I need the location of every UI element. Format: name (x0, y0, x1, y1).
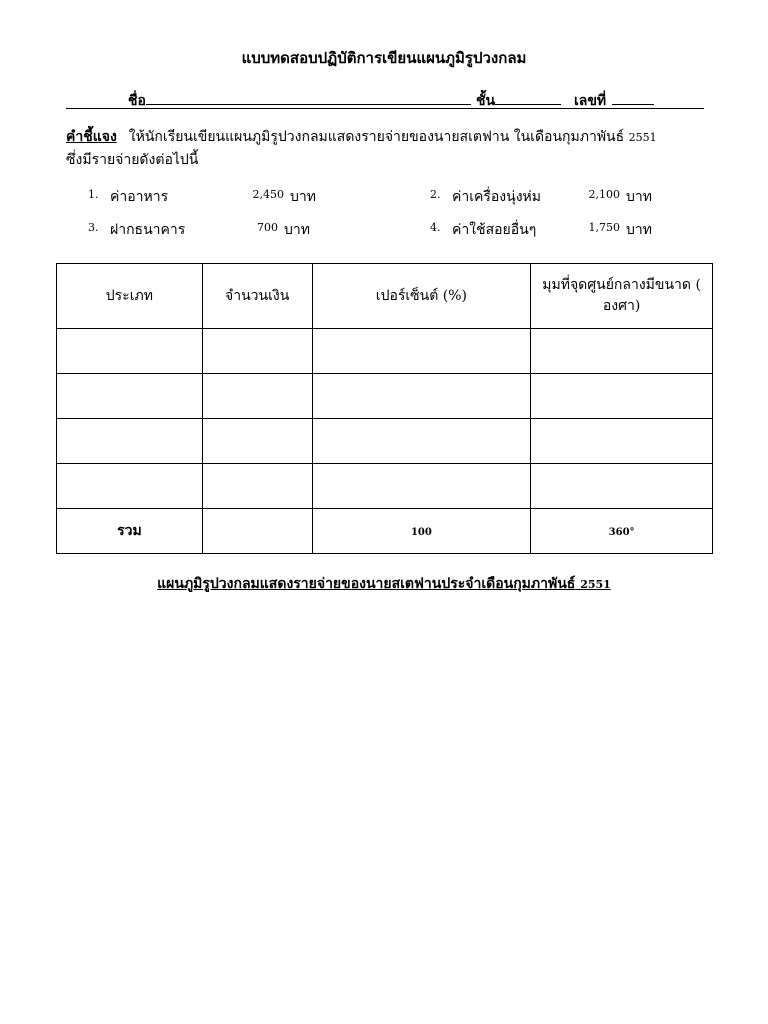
item-amount: 2,450 (252, 188, 284, 201)
table-cell[interactable] (312, 464, 531, 509)
caption-year: 2551 (580, 578, 611, 591)
total-amount[interactable] (202, 509, 312, 554)
table-cell[interactable] (202, 374, 312, 419)
instruction-block (66, 126, 716, 172)
item-name: ค่าอาหาร (110, 189, 169, 205)
expense-item (430, 219, 670, 239)
table-cell[interactable] (531, 329, 713, 374)
expense-table (56, 263, 713, 554)
name-field-group (128, 90, 146, 112)
table-cell[interactable] (531, 374, 713, 419)
header-percent: เปอร์เซ็นต์ (%) (312, 264, 531, 329)
item-number: 1. (88, 188, 99, 201)
total-percent (312, 509, 531, 554)
table-total-row (57, 509, 713, 554)
header-angle-line-2: องศา) (602, 298, 641, 314)
instruction-year: 2551 (628, 131, 657, 144)
item-name: ค่าเครื่องนุ่งห่ม (452, 189, 542, 205)
header-amount: จำนวนเงิน (202, 264, 312, 329)
table-cell[interactable] (202, 329, 312, 374)
expense-item (88, 219, 328, 239)
student-info-line (66, 90, 704, 109)
class-label: ชั้น (476, 93, 496, 109)
item-unit: บาท (626, 189, 652, 205)
header-angle-line-1: มุมที่จุดศูนย์กลางมีขนาด ( (542, 277, 701, 293)
caption-text: แผนภูมิรูปวงกลมแสดงรายจ่ายของนายสเตฟานประจำเดือนกุมภาพันธ์ (157, 576, 576, 592)
table-cell[interactable] (312, 329, 531, 374)
table-cell[interactable] (202, 419, 312, 464)
page-title: แบบทดสอบปฏิบัติการเขียนแผนภูมิรูปวงกลม (241, 49, 527, 67)
table-cell[interactable] (531, 419, 713, 464)
item-number: 2. (430, 188, 441, 201)
chart-caption (0, 573, 768, 595)
class-blank[interactable] (495, 90, 561, 105)
table-row (57, 419, 713, 464)
total-degrees (531, 509, 713, 554)
name-label: ชื่อ (128, 93, 146, 109)
total-label: รวม (57, 509, 203, 554)
table-cell[interactable] (202, 464, 312, 509)
table-row (57, 374, 713, 419)
table-row (57, 464, 713, 509)
header-angle (531, 264, 713, 329)
expense-item (88, 186, 328, 206)
number-blank[interactable] (612, 90, 654, 105)
item-number: 3. (88, 221, 99, 234)
item-name: ฝากธนาคาร (110, 222, 186, 238)
expense-item (430, 186, 670, 206)
item-unit: บาท (284, 222, 310, 238)
table-cell[interactable] (312, 374, 531, 419)
number-label: เลขที่ (574, 93, 607, 109)
table-header-row (57, 264, 713, 329)
table-cell[interactable] (531, 464, 713, 509)
table-cell[interactable] (57, 374, 203, 419)
item-unit: บาท (290, 189, 316, 205)
item-amount: 1,750 (588, 221, 620, 234)
instruction-label: คำชี้แจง (66, 129, 117, 145)
instruction-text-2: ซึ่งมีรายจ่ายดังต่อไปนี้ (66, 152, 199, 168)
header-category: ประเภท (57, 264, 203, 329)
item-amount: 2,100 (588, 188, 620, 201)
table-row (57, 329, 713, 374)
total-degrees-value: 360° (608, 527, 635, 538)
total-percent-value: 100 (410, 527, 432, 538)
instruction-line-1 (66, 126, 716, 149)
number-field-group (574, 90, 606, 112)
table-cell[interactable] (57, 464, 203, 509)
table-cell[interactable] (312, 419, 531, 464)
name-blank[interactable] (146, 90, 471, 105)
instruction-text: ให้นักเรียนเขียนแผนภูมิรูปวงกลมแสดงรายจ่ายของนายสเตฟาน ในเดือนกุมภาพันธ์ (128, 129, 625, 145)
item-name: ค่าใช้สอยอื่นๆ (452, 222, 537, 238)
item-unit: บาท (626, 222, 652, 238)
table-cell[interactable] (57, 419, 203, 464)
item-amount: 700 (257, 221, 278, 234)
item-number: 4. (430, 221, 441, 234)
class-field-group (476, 90, 495, 112)
table-cell[interactable] (57, 329, 203, 374)
